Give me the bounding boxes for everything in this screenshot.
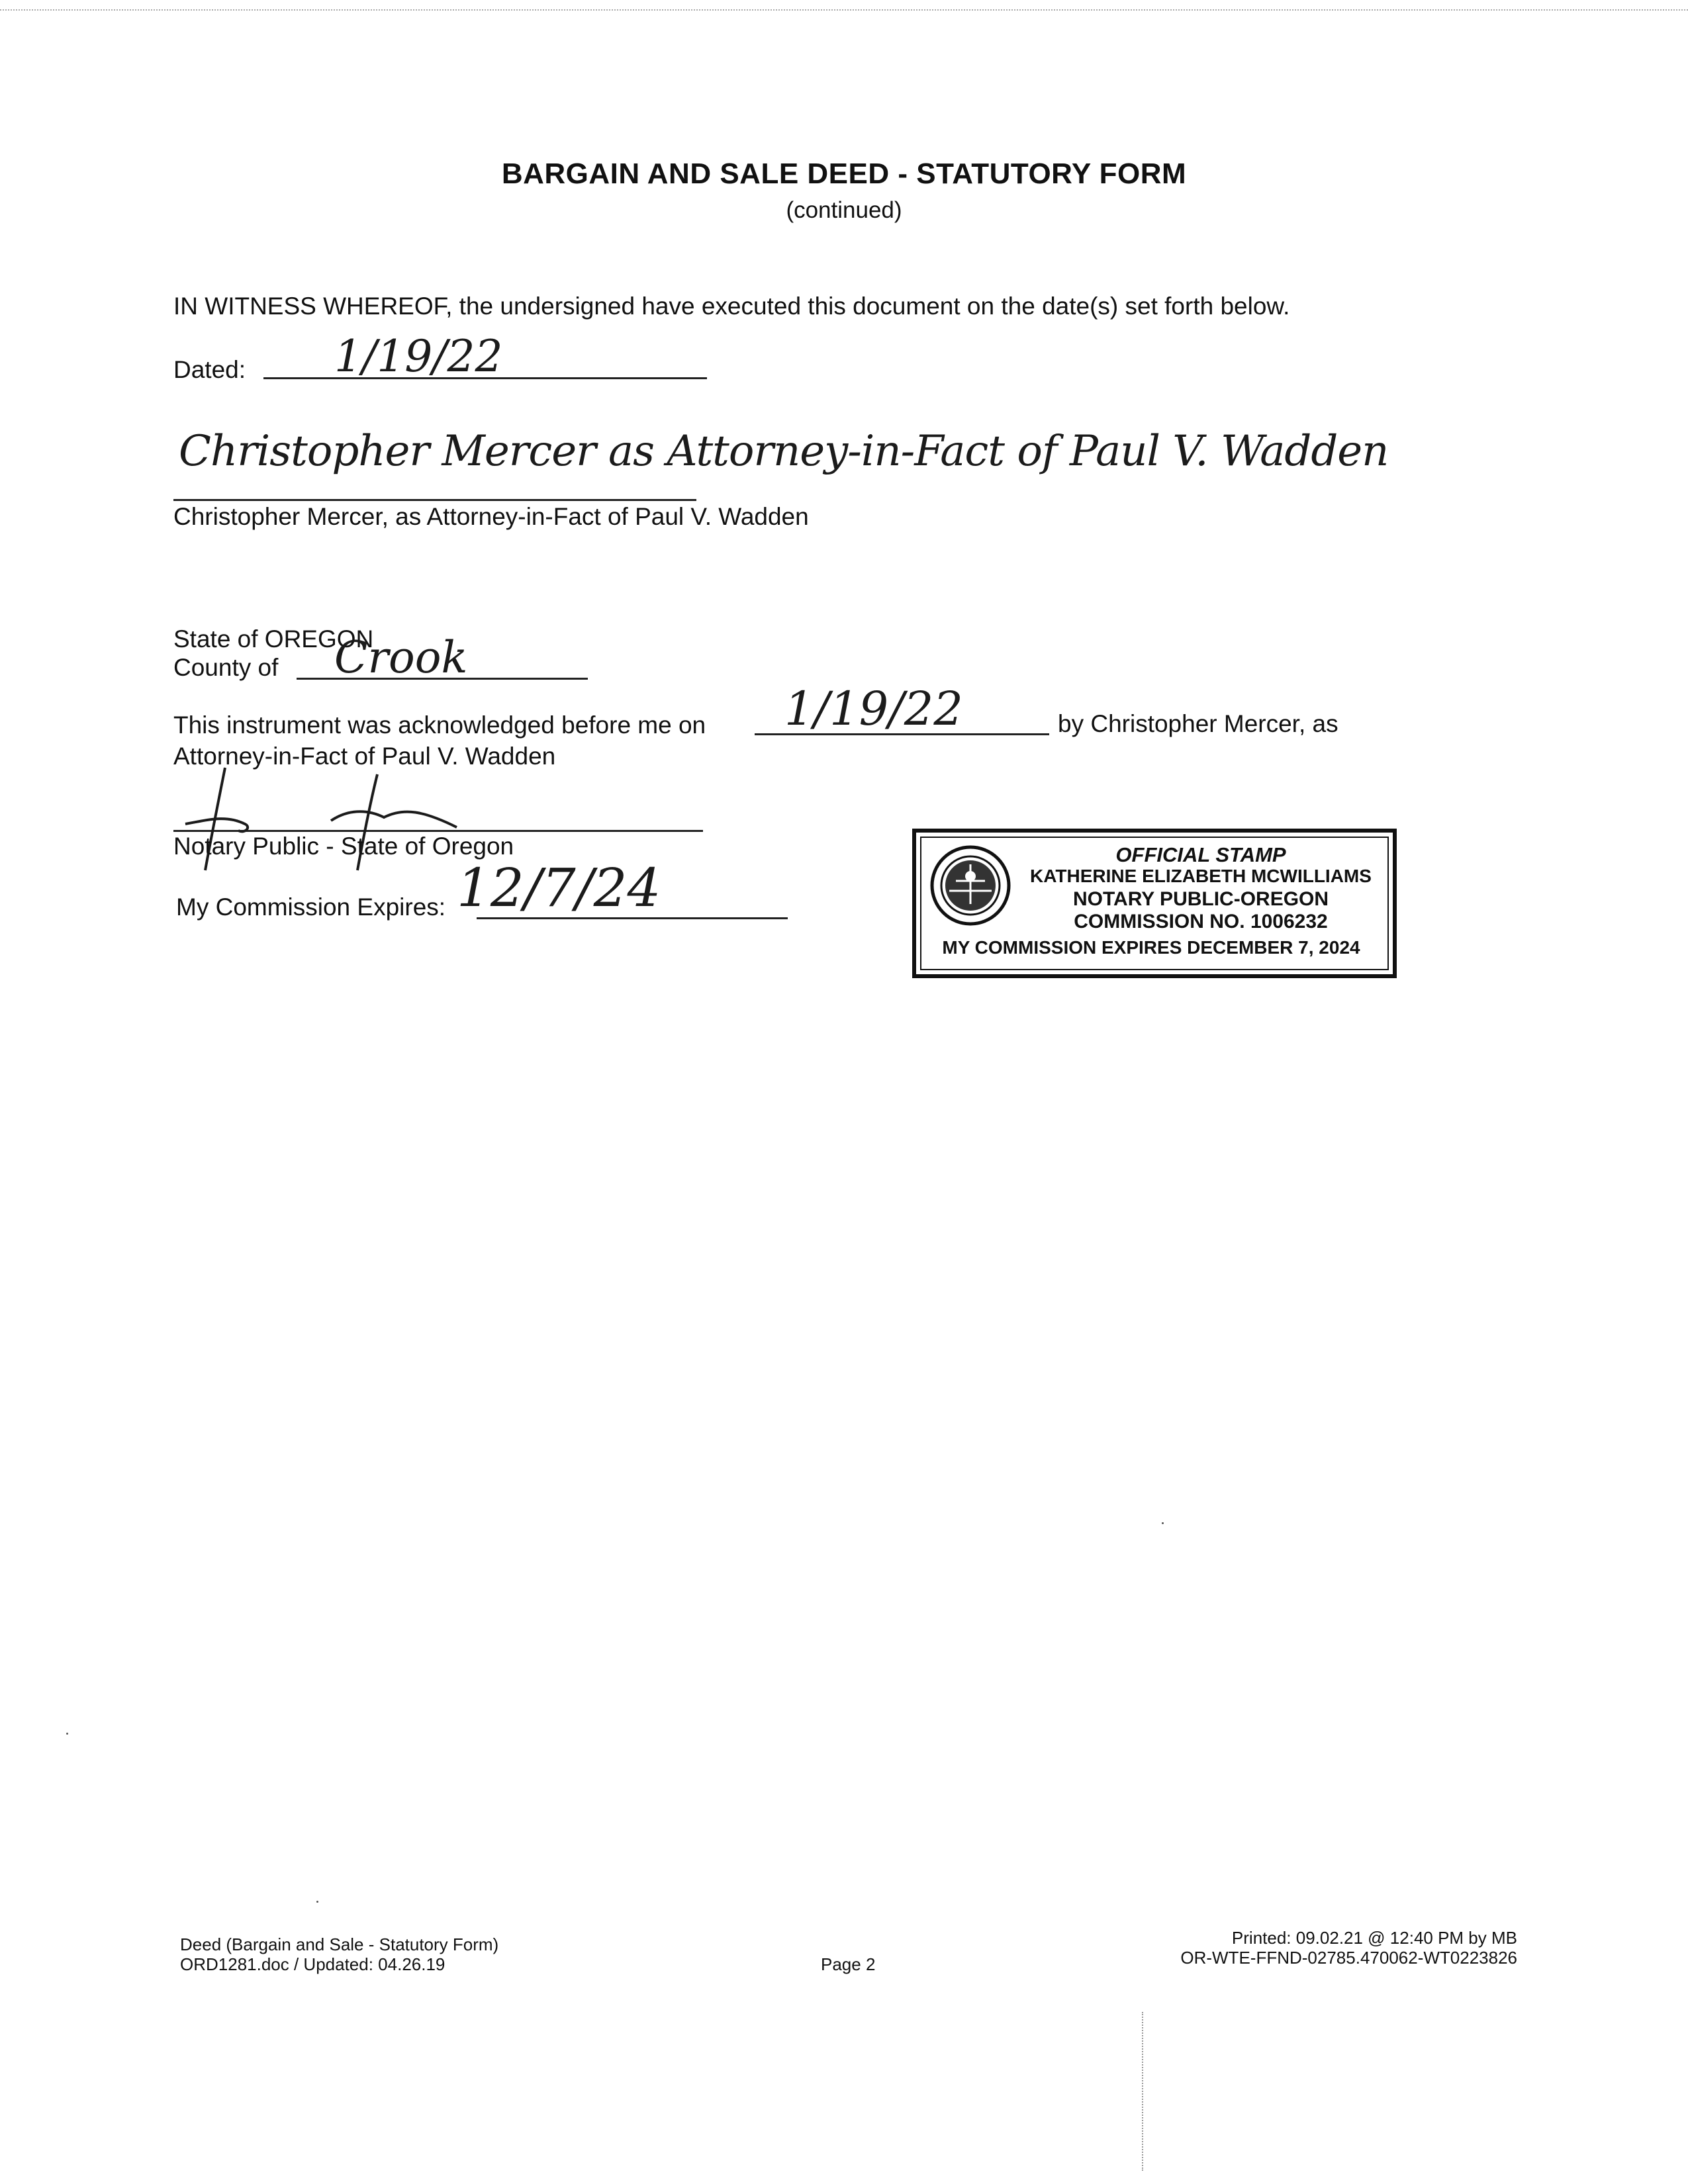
document-subtitle: (continued) — [786, 197, 902, 223]
dated-handwritten: 1/19/22 — [334, 331, 503, 382]
acknowledgment-text-line2: Attorney-in-Fact of Paul V. Wadden — [173, 743, 556, 770]
county-handwritten: Crook — [334, 632, 468, 683]
footer-page-number: Page 2 — [821, 1954, 876, 1974]
acknowledgment-by-text: by Christopher Mercer, as — [1058, 710, 1338, 737]
oregon-state-seal-icon — [929, 844, 1011, 927]
stamp-line-commission-no: COMMISSION NO. 1006232 — [1074, 911, 1328, 933]
stamp-line-official: OFFICIAL STAMP — [1115, 843, 1286, 866]
footer-form-version: ORD1281.doc / Updated: 04.26.19 — [180, 1954, 445, 1974]
footer-order-number: OR-WTE-FFND-02785.470062-WT0223826 — [1180, 1948, 1517, 1968]
document-title: BARGAIN AND SALE DEED - STATUTORY FORM — [501, 158, 1187, 190]
dated-label: Dated: — [173, 356, 246, 383]
stamp-line-name: KATHERINE ELIZABETH MCWILLIAMS — [1030, 866, 1372, 886]
scan-artifact-line — [0, 9, 1688, 11]
signature-line — [173, 499, 696, 501]
stamp-line-expires: MY COMMISSION EXPIRES DECEMBER 7, 2024 — [942, 937, 1360, 958]
witness-statement: IN WITNESS WHEREOF, the undersigned have executed this document on the date(s) set forth below. — [173, 293, 1290, 320]
scan-speck — [316, 1901, 318, 1903]
commission-label: My Commission Expires: — [176, 893, 446, 921]
acknowledgment-date-handwritten: 1/19/22 — [784, 682, 963, 736]
scan-speck — [1162, 1522, 1164, 1524]
footer-printed-info: Printed: 09.02.21 @ 12:40 PM by MB — [1231, 1928, 1517, 1948]
official-notary-stamp — [912, 829, 1397, 978]
state-label: State of OREGON — [173, 625, 374, 653]
notary-public-label: Notary Public - State of Oregon — [173, 833, 514, 860]
scan-artifact-vertical — [1142, 2012, 1143, 2171]
acknowledgment-text: This instrument was acknowledged before me on — [173, 711, 706, 739]
handwritten-signature: Christopher Mercer as Attorney-in-Fact of Paul V. Wadden — [179, 427, 1389, 476]
signature-caption: Christopher Mercer, as Attorney-in-Fact of Paul V. Wadden — [173, 503, 809, 530]
footer-form-name: Deed (Bargain and Sale - Statutory Form) — [180, 1934, 499, 1954]
commission-date-handwritten: 12/7/24 — [457, 857, 661, 919]
scan-speck — [66, 1733, 68, 1735]
stamp-line-notary: NOTARY PUBLIC-OREGON — [1072, 888, 1329, 910]
county-label: County of — [173, 654, 279, 681]
